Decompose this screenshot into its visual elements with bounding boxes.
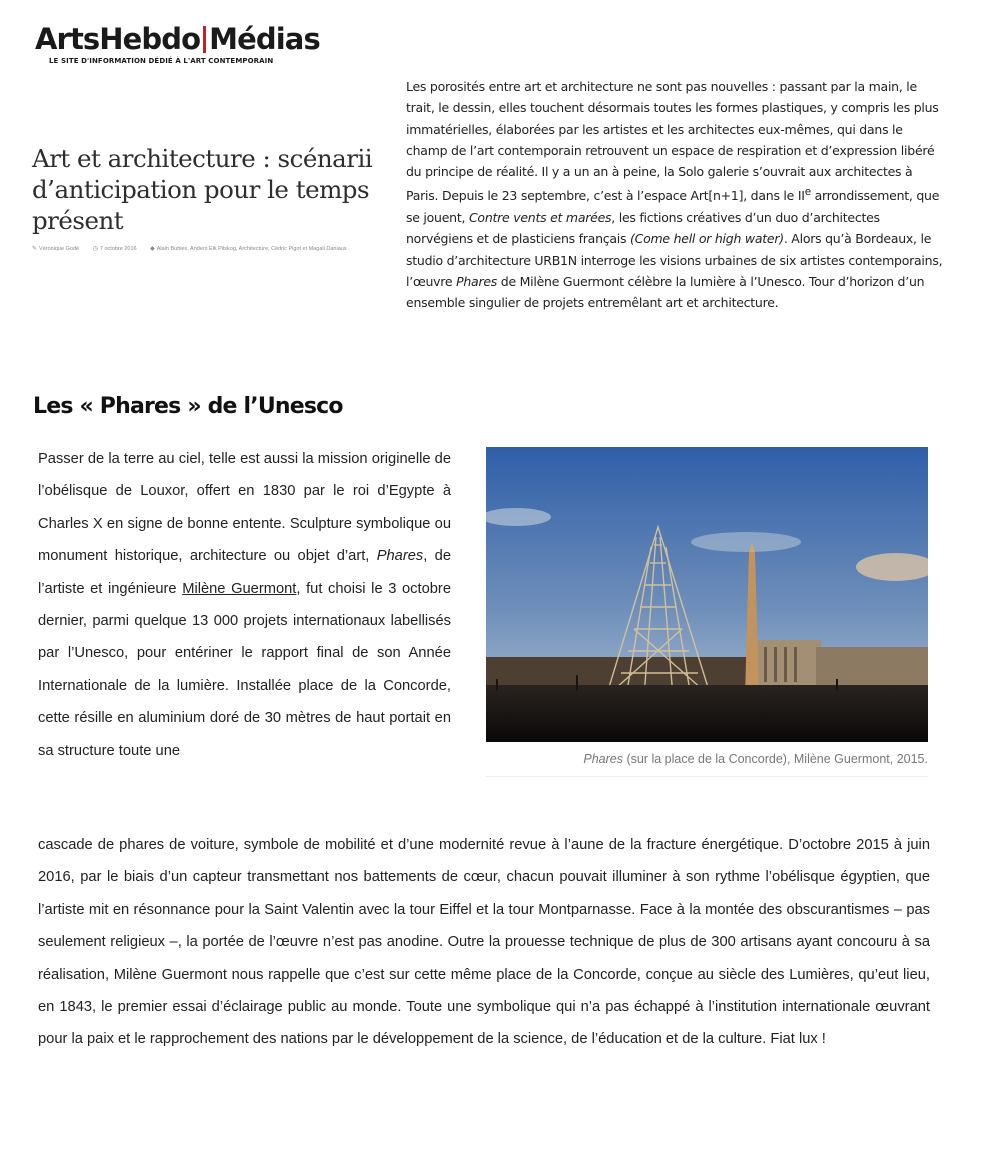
intro-text-3: , les fictions créatives d’un duo d’architectes norvégiens et de plasticiens français [406, 209, 880, 247]
site-logo[interactable] [35, 22, 320, 65]
intro-text-4: . Alors qu’à Bordeaux, le studio d’architecture URB1N interroge les visions urbaines de six artistes contemporains, l’œuvre [406, 231, 943, 289]
photo-illustration [486, 447, 928, 742]
pencil-icon: ✎ [32, 246, 38, 252]
intro-text-1: Les porosités entre art et architecture ne sont pas nouvelles : passant par la main, le trait, le dessin, elles touchent désormais toutes les formes plastiques, y compris les plus immatérielles, élaborées par les artistes et les architectes eux-mêmes, qui dans le champ de l’art contemporain retrouvent un espace de respiration et d’expression libéré du principe de réalité. Il y a un an à peine, la Solo galerie s’ouvrait aux architectes à Paris. Depuis le 23 septembre, c’est à l’espace Art[n+1], dans le II [406, 79, 939, 204]
intro-emphasis-2: (Come hell or high water) [629, 231, 784, 247]
logo-separator [203, 26, 206, 53]
meta-author-item [32, 246, 85, 252]
body-paragraph-2: cascade de phares de voiture, symbole de mobilité et d’une modernité revue à l’aune de la fracture énergétique. D’octobre 2015 à juin 2016, par le biais d’un capteur transmettant nos battements de cœur, chacun pouvait illuminer à son rythme l’obélisque égyptien, que l’artiste mit en résonnance pour la Saint Valentin avec la tour Eiffel et la tour Montparnasse. Face à la montée des obscurantismes – pas seulement religieux –, la portée de l’œuvre n’est pas anodine. Outre la prouesse technique de plus de 300 artisans ayant concouru à sa réalisation, Milène Guermont nous rappelle que c’est sur cette même place de la Concorde, conçue au siècle des Lumières, qu’eut lieu, en 1843, le premier essai d’éclairage public au monde. Toute une symbolique qui n’a pas échappé à l’institution internationale œuvrant pour la paix et le rapprochement des nations par le développement de la science, de l’éducation et de la culture. Fiat lux ! [38, 837, 930, 1048]
site-name [35, 22, 320, 56]
article-photo [486, 447, 928, 742]
meta-date-item [93, 246, 143, 252]
caption-divider [486, 776, 928, 777]
body-emphasis: Phares [376, 548, 424, 565]
body-paragraph-1 [38, 443, 451, 767]
artist-link[interactable]: Milène Guermont [182, 580, 297, 597]
intro-text-2: arrondissement, que se jouent, [406, 188, 940, 225]
intro-emphasis-3: Phares [456, 273, 498, 289]
site-tagline: LE SITE D'INFORMATION DÉDIÉ À L'ART CONTEMPORAIN [49, 57, 274, 65]
intro-superscript: e [804, 186, 811, 199]
meta-tags[interactable]: Alain Bublex, Anders Elk Pilskog, Architecture, Cédric Pigot et Magali Daniaux [156, 246, 347, 252]
caption-emphasis: Phares [583, 752, 623, 766]
caption-text: (sur la place de la Concorde), Milène Guermont, 2015. [622, 752, 928, 766]
meta-tags-item [150, 246, 352, 252]
meta-date: 7 octobre 2016 [99, 246, 137, 252]
article-title: Art et architecture : scénarii d’anticipation pour le temps présent [32, 144, 373, 235]
intro-text-5: de Milène Guermont célèbre la lumière à l’Unesco. Tour d’horizon d’un ensemble singulier de projets entremêlant art et architecture. [406, 273, 925, 311]
section-title: Les « Phares » de l’Unesco [33, 394, 343, 419]
site-name-part2: Médias [209, 22, 320, 56]
intro-emphasis-1: Contre vents et marées [468, 209, 612, 225]
site-name-part1: ArtsHebdo [35, 22, 201, 56]
body-text-1b: , de l’artiste et ingénieure [38, 548, 451, 597]
meta-author[interactable]: Véronique Godé [39, 246, 80, 252]
body-text-1c: , fut choisi le 3 octobre dernier, parmi quelque 13 000 projets internationaux labellisés par l’Unesco, pour entériner le rapport final de son Année Internationale de la lumière. Installée place de la Concorde, cette résille en aluminium doré de 30 mètres de haut portait en sa structure toute une [38, 580, 451, 759]
tag-icon: ◆ [150, 246, 155, 252]
photo-caption [486, 752, 928, 766]
article-intro [406, 76, 946, 313]
article-meta [32, 245, 392, 252]
clock-icon: ◷ [92, 246, 98, 252]
body-text-1a: Passer de la terre au ciel, telle est aussi la mission originelle de l’obélisque de Louxor, offert en 1830 par le roi d’Egypte à Charles X en signe de bonne entente. Sculpture symbolique ou monument historique, architecture ou objet d’art, [38, 451, 451, 565]
